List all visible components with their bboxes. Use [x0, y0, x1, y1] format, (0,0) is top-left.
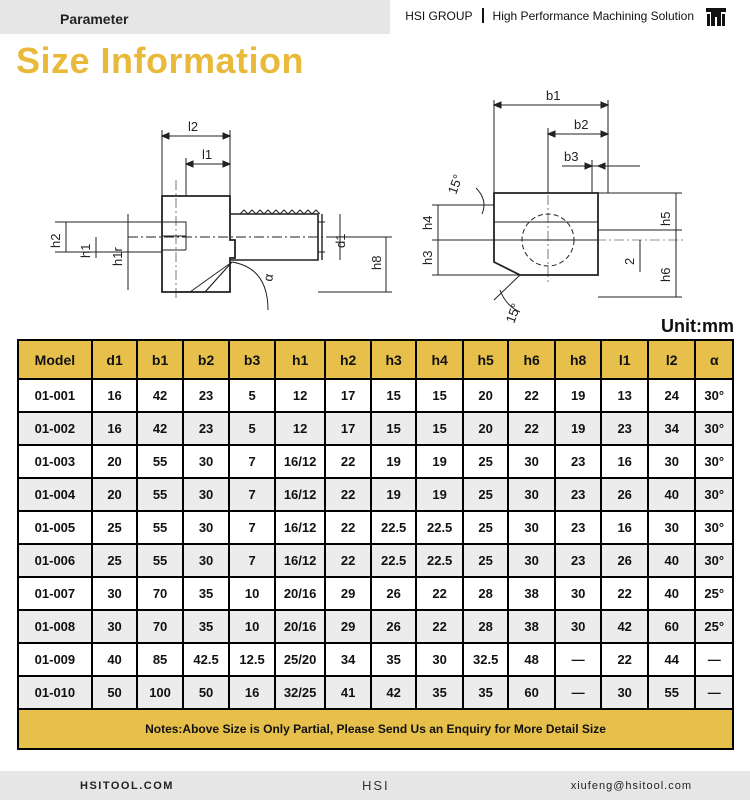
cell-model: 01-003 — [18, 445, 92, 478]
notes-text: Notes:Above Size is Only Partial, Please Send Us an Enquiry for More Detail Size — [18, 709, 733, 749]
label-h1r: h1r — [110, 247, 125, 266]
cell-alpha: — — [695, 676, 733, 709]
footer-brand: HSI — [362, 778, 390, 793]
cell-h4: 22.5 — [416, 511, 463, 544]
cell-h2: 22 — [325, 478, 371, 511]
label-h2: h2 — [48, 233, 63, 248]
cell-l2: 34 — [648, 412, 696, 445]
cell-h6: 60 — [508, 676, 555, 709]
cell-b3: 5 — [229, 379, 275, 412]
cell-h2: 29 — [325, 577, 371, 610]
cell-h5: 25 — [463, 511, 509, 544]
cell-b3: 10 — [229, 610, 275, 643]
header-h4: h4 — [416, 340, 463, 379]
cell-l1: 26 — [601, 544, 648, 577]
table-row — [18, 676, 733, 709]
cell-h2: 34 — [325, 643, 371, 676]
cell-h5: 25 — [463, 478, 509, 511]
cell-h8: — — [555, 643, 602, 676]
table-row — [18, 544, 733, 577]
cell-h6: 38 — [508, 577, 555, 610]
cell-h4: 15 — [416, 379, 463, 412]
cell-l1: 16 — [601, 445, 648, 478]
cell-h1: 16/12 — [275, 445, 326, 478]
cell-h4: 22 — [416, 577, 463, 610]
technical-drawing — [0, 85, 750, 330]
cell-h4: 15 — [416, 412, 463, 445]
cell-h8: 23 — [555, 478, 602, 511]
hsi-logo-icon — [704, 5, 728, 29]
cell-b2: 23 — [183, 379, 230, 412]
cell-h3: 22.5 — [371, 544, 417, 577]
cell-d1: 25 — [92, 511, 138, 544]
cell-b1: 55 — [137, 445, 183, 478]
header-tagline — [405, 8, 694, 23]
cell-h8: 23 — [555, 445, 602, 478]
label-h6: h6 — [658, 267, 673, 282]
cell-l1: 26 — [601, 478, 648, 511]
size-table — [17, 339, 734, 750]
cell-h2: 22 — [325, 445, 371, 478]
header-model: Model — [18, 340, 92, 379]
cell-h5: 28 — [463, 610, 509, 643]
table-header-row — [18, 340, 733, 379]
cell-h6: 48 — [508, 643, 555, 676]
cell-h4: 19 — [416, 478, 463, 511]
cell-l1: 13 — [601, 379, 648, 412]
label-h5: h5 — [658, 211, 673, 226]
cell-b2: 30 — [183, 478, 230, 511]
cell-b1: 55 — [137, 478, 183, 511]
cell-h4: 22.5 — [416, 544, 463, 577]
header-h2: h2 — [325, 340, 371, 379]
cell-b3: 7 — [229, 544, 275, 577]
cell-h4: 19 — [416, 445, 463, 478]
cell-d1: 30 — [92, 577, 138, 610]
header-l2: l2 — [648, 340, 696, 379]
cell-alpha: 25° — [695, 610, 733, 643]
cell-h2: 22 — [325, 511, 371, 544]
label-angle-bottom: 15° — [502, 301, 524, 326]
side-view-drawing — [48, 119, 392, 310]
cell-h6: 30 — [508, 445, 555, 478]
cell-h1: 16/12 — [275, 511, 326, 544]
cell-b3: 5 — [229, 412, 275, 445]
company-slogan: High Performance Machining Solution — [492, 9, 694, 23]
table-row — [18, 445, 733, 478]
table-row — [18, 577, 733, 610]
cell-b2: 23 — [183, 412, 230, 445]
page-title: Size Information — [16, 40, 305, 81]
cell-h8: 30 — [555, 577, 602, 610]
cell-h5: 20 — [463, 412, 509, 445]
cell-l2: 40 — [648, 577, 696, 610]
cell-l2: 44 — [648, 643, 696, 676]
cell-d1: 20 — [92, 445, 138, 478]
header-divider — [482, 8, 484, 23]
cell-b1: 42 — [137, 379, 183, 412]
cell-h5: 35 — [463, 676, 509, 709]
table-row — [18, 643, 733, 676]
cell-l2: 55 — [648, 676, 696, 709]
label-b1: b1 — [546, 88, 561, 103]
cell-l1: 23 — [601, 412, 648, 445]
cell-b3: 12.5 — [229, 643, 275, 676]
header-b3: b3 — [229, 340, 275, 379]
cell-h6: 22 — [508, 412, 555, 445]
label-d1: d1 — [333, 233, 348, 248]
cell-h4: 35 — [416, 676, 463, 709]
unit-label: Unit:mm — [661, 316, 734, 336]
table-row — [18, 412, 733, 445]
label-alpha: α — [260, 272, 277, 283]
cell-model: 01-002 — [18, 412, 92, 445]
cell-h8: 23 — [555, 511, 602, 544]
label-h1: h1 — [78, 243, 93, 258]
cell-model: 01-005 — [18, 511, 92, 544]
cell-model: 01-007 — [18, 577, 92, 610]
cell-h3: 42 — [371, 676, 417, 709]
header-d1: d1 — [92, 340, 138, 379]
cell-h2: 17 — [325, 412, 371, 445]
cell-d1: 16 — [92, 412, 138, 445]
cell-l1: 30 — [601, 676, 648, 709]
company-name: HSI GROUP — [405, 9, 473, 23]
footer-email[interactable]: xiufeng@hsitool.com — [570, 780, 692, 792]
cell-h1: 25/20 — [275, 643, 326, 676]
cell-model: 01-008 — [18, 610, 92, 643]
cell-h3: 22.5 — [371, 511, 417, 544]
cell-b1: 55 — [137, 511, 183, 544]
cell-h6: 30 — [508, 478, 555, 511]
label-h4: h4 — [420, 215, 435, 230]
cell-h3: 15 — [371, 412, 417, 445]
cell-l2: 40 — [648, 478, 696, 511]
header-h8: h8 — [555, 340, 602, 379]
cell-h8: — — [555, 676, 602, 709]
cell-h1: 16/12 — [275, 478, 326, 511]
cell-d1: 25 — [92, 544, 138, 577]
front-view-drawing — [420, 88, 685, 325]
label-two: 2 — [622, 257, 637, 265]
page-header — [0, 0, 750, 36]
header-h3: h3 — [371, 340, 417, 379]
cell-d1: 40 — [92, 643, 138, 676]
cell-l2: 24 — [648, 379, 696, 412]
cell-l2: 40 — [648, 544, 696, 577]
label-b2: b2 — [574, 117, 589, 132]
cell-model: 01-009 — [18, 643, 92, 676]
cell-b3: 7 — [229, 478, 275, 511]
cell-h1: 16/12 — [275, 544, 326, 577]
label-l2: l2 — [188, 119, 199, 134]
cell-h5: 25 — [463, 445, 509, 478]
cell-b2: 30 — [183, 445, 230, 478]
cell-l2: 60 — [648, 610, 696, 643]
header-h5: h5 — [463, 340, 509, 379]
cell-h3: 19 — [371, 445, 417, 478]
header-b1: b1 — [137, 340, 183, 379]
cell-h1: 12 — [275, 379, 326, 412]
label-angle-top: 15° — [444, 172, 466, 197]
cell-b2: 42.5 — [183, 643, 230, 676]
cell-l1: 16 — [601, 511, 648, 544]
header-h1: h1 — [275, 340, 326, 379]
cell-alpha: 30° — [695, 445, 733, 478]
cell-d1: 50 — [92, 676, 138, 709]
header-l1: l1 — [601, 340, 648, 379]
table-row — [18, 511, 733, 544]
table-body — [18, 379, 733, 709]
header-alpha: α — [695, 340, 733, 379]
label-l1: l1 — [202, 147, 213, 162]
cell-h3: 35 — [371, 643, 417, 676]
cell-h8: 30 — [555, 610, 602, 643]
page-footer — [0, 771, 750, 800]
table-row — [18, 610, 733, 643]
cell-h2: 41 — [325, 676, 371, 709]
cell-b3: 16 — [229, 676, 275, 709]
cell-h6: 38 — [508, 610, 555, 643]
cell-alpha: 30° — [695, 511, 733, 544]
cell-h3: 26 — [371, 577, 417, 610]
cell-b2: 35 — [183, 577, 230, 610]
cell-b3: 7 — [229, 511, 275, 544]
cell-l1: 42 — [601, 610, 648, 643]
cell-model: 01-010 — [18, 676, 92, 709]
cell-alpha: 30° — [695, 379, 733, 412]
cell-alpha: 30° — [695, 478, 733, 511]
section-tab — [0, 0, 390, 34]
cell-model: 01-004 — [18, 478, 92, 511]
cell-h1: 12 — [275, 412, 326, 445]
cell-h1: 32/25 — [275, 676, 326, 709]
cell-b3: 10 — [229, 577, 275, 610]
cell-h5: 20 — [463, 379, 509, 412]
cell-alpha: 30° — [695, 544, 733, 577]
cell-alpha: 25° — [695, 577, 733, 610]
cell-h8: 19 — [555, 379, 602, 412]
cell-l2: 30 — [648, 511, 696, 544]
table-row — [18, 379, 733, 412]
cell-b2: 30 — [183, 511, 230, 544]
cell-l1: 22 — [601, 577, 648, 610]
cell-h5: 25 — [463, 544, 509, 577]
notes-row — [18, 709, 733, 749]
cell-h8: 23 — [555, 544, 602, 577]
label-h8: h8 — [369, 255, 384, 270]
cell-l1: 22 — [601, 643, 648, 676]
label-h3: h3 — [420, 250, 435, 265]
cell-model: 01-006 — [18, 544, 92, 577]
cell-b1: 85 — [137, 643, 183, 676]
cell-h6: 30 — [508, 544, 555, 577]
cell-h2: 17 — [325, 379, 371, 412]
section-label: Parameter — [60, 11, 129, 27]
cell-h3: 19 — [371, 478, 417, 511]
cell-alpha: — — [695, 643, 733, 676]
cell-d1: 30 — [92, 610, 138, 643]
cell-b2: 30 — [183, 544, 230, 577]
cell-b1: 55 — [137, 544, 183, 577]
footer-website[interactable]: HSITOOL.COM — [80, 780, 174, 792]
cell-b1: 70 — [137, 610, 183, 643]
cell-h1: 20/16 — [275, 577, 326, 610]
cell-alpha: 30° — [695, 412, 733, 445]
cell-h5: 28 — [463, 577, 509, 610]
header-h6: h6 — [508, 340, 555, 379]
cell-b1: 100 — [137, 676, 183, 709]
cell-h2: 29 — [325, 610, 371, 643]
cell-h6: 22 — [508, 379, 555, 412]
cell-h3: 15 — [371, 379, 417, 412]
cell-b3: 7 — [229, 445, 275, 478]
table-row — [18, 478, 733, 511]
cell-h5: 32.5 — [463, 643, 509, 676]
cell-l2: 30 — [648, 445, 696, 478]
cell-h8: 19 — [555, 412, 602, 445]
cell-h4: 30 — [416, 643, 463, 676]
cell-h3: 26 — [371, 610, 417, 643]
header-b2: b2 — [183, 340, 230, 379]
cell-b2: 35 — [183, 610, 230, 643]
cell-h1: 20/16 — [275, 610, 326, 643]
cell-h4: 22 — [416, 610, 463, 643]
cell-b1: 70 — [137, 577, 183, 610]
cell-h2: 22 — [325, 544, 371, 577]
cell-model: 01-001 — [18, 379, 92, 412]
cell-h6: 30 — [508, 511, 555, 544]
cell-b2: 50 — [183, 676, 230, 709]
cell-d1: 16 — [92, 379, 138, 412]
cell-b1: 42 — [137, 412, 183, 445]
label-b3: b3 — [564, 149, 579, 164]
cell-d1: 20 — [92, 478, 138, 511]
